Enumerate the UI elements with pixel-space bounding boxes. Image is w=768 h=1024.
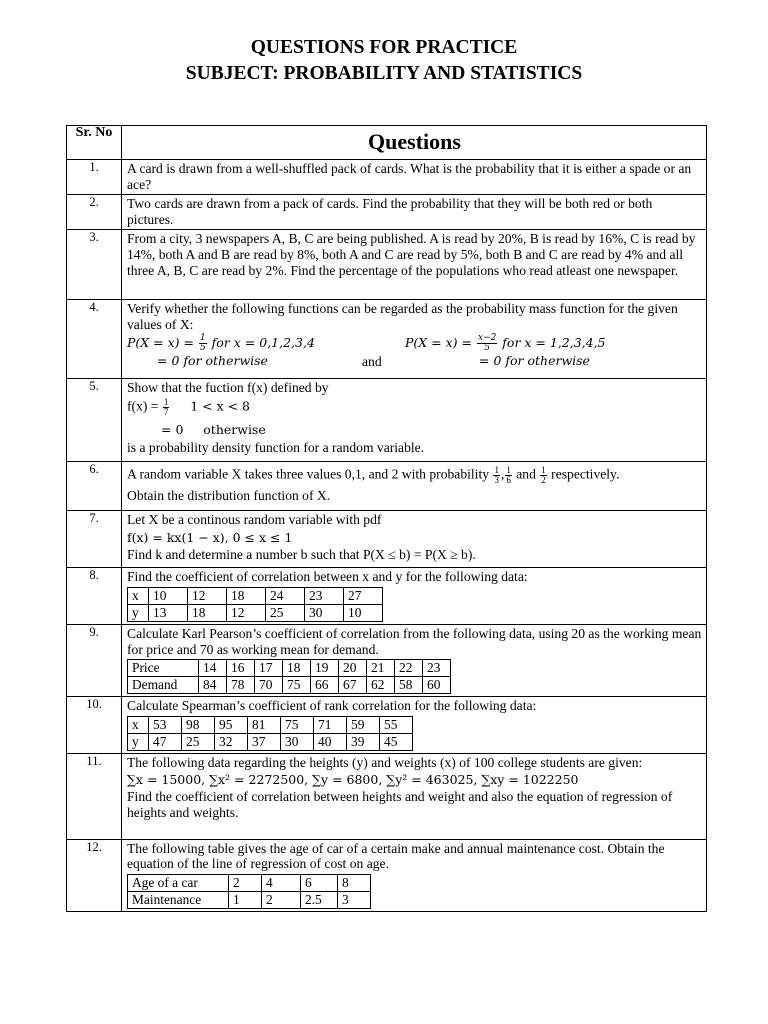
question-text: Calculate Karl Pearson’s coefficient of correlation from the following data, using 20 as the working mean for price and 70 as working mean for demand. bbox=[127, 625, 702, 657]
data-cell: 58 bbox=[395, 677, 423, 694]
pdf-lhs: f(x) = bbox=[127, 398, 162, 414]
data-cell: 14 bbox=[199, 660, 227, 677]
data-cell: 75 bbox=[281, 716, 314, 733]
sr-no-header-text: Sr. No bbox=[75, 125, 113, 140]
data-cell: y bbox=[128, 733, 149, 750]
question-number: 12. bbox=[67, 839, 122, 911]
data-cell: 78 bbox=[227, 677, 255, 694]
denominator: 5 bbox=[484, 342, 490, 353]
data-cell: 17 bbox=[255, 660, 283, 677]
data-cell: 25 bbox=[266, 604, 305, 621]
data-cell: 23 bbox=[305, 587, 344, 604]
question-number: 2. bbox=[67, 195, 122, 230]
data-cell: 45 bbox=[380, 733, 413, 750]
text-part: A random variable X takes three values 0,1, and 2 with probability bbox=[127, 467, 493, 482]
pmf-formula-1 bbox=[127, 334, 315, 353]
question-number: 8. bbox=[67, 568, 122, 625]
numerator: 1 bbox=[541, 465, 546, 476]
data-cell: y bbox=[128, 604, 149, 621]
data-cell: 12 bbox=[188, 587, 227, 604]
data-cell: 71 bbox=[314, 716, 347, 733]
fraction bbox=[477, 334, 497, 353]
data-cell: 18 bbox=[188, 604, 227, 621]
questions-header: Questions bbox=[122, 126, 707, 160]
denominator: 3 bbox=[494, 475, 499, 486]
data-row bbox=[128, 716, 413, 733]
data-table bbox=[127, 874, 371, 909]
data-cell: 39 bbox=[347, 733, 380, 750]
question-number: 9. bbox=[67, 624, 122, 696]
data-cell: 32 bbox=[215, 733, 248, 750]
data-cell: 47 bbox=[149, 733, 182, 750]
data-cell: 10 bbox=[149, 587, 188, 604]
question-cell bbox=[122, 753, 707, 839]
question-number: 3. bbox=[67, 230, 122, 300]
question-text: is a probability density function for a random variable. bbox=[127, 439, 425, 455]
data-cell: 16 bbox=[227, 660, 255, 677]
question-number: 1. bbox=[67, 160, 122, 195]
data-cell: 75 bbox=[283, 677, 311, 694]
data-cell: 40 bbox=[314, 733, 347, 750]
data-cell: 2.5 bbox=[301, 891, 338, 908]
pdf-otherwise: = 0 otherwise bbox=[161, 421, 266, 437]
question-text: From a city, 3 newspapers A, B, C are being published. A is read by 20%, B is read by 16%, C is read by 14%, both A and B are read by 8%, both A and C are read by 5%, both B and C are read by 4% and all three A, B, C are read by 2%. Find the percentage of the populations who read atleast one newspaper. bbox=[122, 230, 707, 300]
data-cell: 25 bbox=[182, 733, 215, 750]
pdf-condition: 1 < x < 8 bbox=[170, 398, 251, 414]
data-table bbox=[127, 716, 413, 751]
pmf2-rhs: for x = 1,2,3,4,5 bbox=[498, 334, 606, 350]
question-number: 11. bbox=[67, 753, 122, 839]
question-text: Obtain the distribution function of X. bbox=[127, 488, 331, 504]
data-cell: Price bbox=[128, 660, 199, 677]
data-cell: 12 bbox=[227, 604, 266, 621]
data-cell: 2 bbox=[262, 891, 301, 908]
fraction bbox=[493, 466, 500, 485]
question-row bbox=[67, 624, 707, 696]
data-cell: 27 bbox=[344, 587, 383, 604]
pmf2-otherwise: = 0 for otherwise bbox=[479, 352, 590, 368]
question-cell bbox=[122, 462, 707, 511]
pmf2-lhs: P(X = x) = bbox=[405, 334, 476, 350]
question-cell bbox=[122, 568, 707, 625]
header-row bbox=[67, 126, 707, 160]
data-cell: Demand bbox=[128, 677, 199, 694]
numerator: 1 bbox=[163, 396, 169, 407]
data-row bbox=[128, 874, 371, 891]
question-row bbox=[67, 753, 707, 839]
data-row bbox=[128, 660, 451, 677]
question-row bbox=[67, 160, 707, 195]
question-cell bbox=[122, 511, 707, 568]
pmf-formula-2 bbox=[405, 334, 606, 353]
pmf1-rhs: for x = 0,1,2,3,4 bbox=[207, 334, 315, 350]
fraction bbox=[199, 334, 207, 353]
question-row bbox=[67, 839, 707, 911]
data-row bbox=[128, 604, 383, 621]
data-table bbox=[127, 659, 451, 694]
data-cell: 19 bbox=[311, 660, 339, 677]
numerator: 1 bbox=[494, 465, 499, 476]
question-number: 10. bbox=[67, 697, 122, 754]
data-cell: 67 bbox=[339, 677, 367, 694]
page-title: QUESTIONS FOR PRACTICE bbox=[250, 37, 518, 58]
data-cell: 55 bbox=[380, 716, 413, 733]
data-cell: 24 bbox=[266, 587, 305, 604]
question-text: Find k and determine a number b such that P(X ≤ b) = P(X ≥ b). bbox=[127, 546, 476, 562]
question-row bbox=[67, 697, 707, 754]
fraction bbox=[163, 398, 170, 417]
question-cell bbox=[122, 300, 707, 379]
data-cell: 22 bbox=[395, 660, 423, 677]
question-text: The following data regarding the heights (y) and weights (x) of 100 college students are given: bbox=[127, 754, 643, 770]
fraction bbox=[540, 466, 547, 485]
data-cell: 95 bbox=[215, 716, 248, 733]
data-row bbox=[128, 733, 413, 750]
question-row bbox=[67, 462, 707, 511]
data-cell: 4 bbox=[262, 874, 301, 891]
denominator: 6 bbox=[506, 475, 511, 486]
question-number: 7. bbox=[67, 511, 122, 568]
data-cell: 60 bbox=[423, 677, 451, 694]
data-row bbox=[128, 677, 451, 694]
numerator: 1 bbox=[199, 332, 206, 343]
pdf-formula bbox=[127, 396, 702, 440]
data-table bbox=[127, 587, 383, 622]
question-text: Calculate Spearman’s coefficient of rank correlation for the following data: bbox=[127, 698, 537, 714]
data-cell: 70 bbox=[255, 677, 283, 694]
numerator: 1 bbox=[506, 465, 511, 476]
data-cell: 30 bbox=[281, 733, 314, 750]
question-number: 6. bbox=[67, 462, 122, 511]
data-cell: x bbox=[128, 587, 149, 604]
question-text bbox=[127, 466, 702, 485]
denominator: 7 bbox=[163, 406, 169, 417]
pdf-formula: f(x) = kx(1 − x), 0 ≤ x ≤ 1 bbox=[127, 529, 293, 545]
data-cell: 8 bbox=[338, 874, 371, 891]
question-text: Verify whether the following functions can be regarded as the probability mass function for the given values of X: bbox=[127, 301, 678, 332]
question-row bbox=[67, 379, 707, 462]
data-cell: 1 bbox=[229, 891, 262, 908]
data-cell: 66 bbox=[311, 677, 339, 694]
numerator: x−2 bbox=[477, 332, 497, 343]
question-text: The following table gives the age of car of a certain make and annual maintenance cost. Obtain the equation of the line of regression of cost on age. bbox=[127, 840, 665, 872]
data-cell: 18 bbox=[283, 660, 311, 677]
page-subtitle: SUBJECT: PROBABILITY AND STATISTICS bbox=[185, 63, 583, 84]
data-cell: Age of a car bbox=[128, 874, 229, 891]
data-cell: 81 bbox=[248, 716, 281, 733]
data-cell: x bbox=[128, 716, 149, 733]
separator: , bbox=[500, 467, 505, 482]
data-row bbox=[128, 891, 371, 908]
question-row bbox=[67, 230, 707, 300]
question-cell bbox=[122, 839, 707, 911]
question-cell bbox=[122, 379, 707, 462]
sr-no-header bbox=[67, 126, 122, 160]
question-row bbox=[67, 568, 707, 625]
question-row bbox=[67, 195, 707, 230]
data-cell: 23 bbox=[423, 660, 451, 677]
fraction bbox=[505, 466, 512, 485]
question-text: Find the coefficient of correlation between x and y for the following data: bbox=[127, 569, 528, 585]
separator: and bbox=[512, 467, 540, 482]
data-cell: 53 bbox=[149, 716, 182, 733]
data-cell: 6 bbox=[301, 874, 338, 891]
and-connector: and bbox=[362, 353, 382, 369]
data-cell: 59 bbox=[347, 716, 380, 733]
data-cell: 98 bbox=[182, 716, 215, 733]
sums-formula: ∑x = 15000, ∑x² = 2272500, ∑y = 6800, ∑y² = 463025, ∑xy = 1022250 bbox=[127, 772, 579, 788]
data-cell: 30 bbox=[305, 604, 344, 621]
question-text: Two cards are drawn from a pack of cards. Find the probability that they will be both red or both pictures. bbox=[122, 195, 707, 230]
question-cell bbox=[122, 697, 707, 754]
data-cell: 2 bbox=[229, 874, 262, 891]
question-row bbox=[67, 511, 707, 568]
question-text: Find the coefficient of correlation between heights and weight and also the equation of regression of heights and weights. bbox=[127, 788, 673, 820]
data-cell: 3 bbox=[338, 891, 371, 908]
question-number: 4. bbox=[67, 300, 122, 379]
data-cell: 10 bbox=[344, 604, 383, 621]
data-cell: 20 bbox=[339, 660, 367, 677]
pdf-line-1 bbox=[127, 398, 250, 417]
denominator: 2 bbox=[541, 475, 546, 486]
pmf1-otherwise: = 0 for otherwise bbox=[157, 352, 268, 368]
question-text: A card is drawn from a well-shuffled pack of cards. What is the probability that it is either a spade or an ace? bbox=[122, 160, 707, 195]
data-cell: 37 bbox=[248, 733, 281, 750]
question-row bbox=[67, 300, 707, 379]
denominator: 5 bbox=[199, 342, 206, 353]
data-cell: 18 bbox=[227, 587, 266, 604]
data-row bbox=[128, 587, 383, 604]
question-text: Let X be a continous random variable with pdf bbox=[127, 512, 382, 528]
question-text: Show that the fuction f(x) defined by bbox=[127, 380, 329, 396]
data-cell: 21 bbox=[367, 660, 395, 677]
questions-table bbox=[66, 125, 707, 912]
data-cell: Maintenance bbox=[128, 891, 229, 908]
data-cell: 13 bbox=[149, 604, 188, 621]
text-part: respectively. bbox=[547, 467, 620, 482]
question-number: 5. bbox=[67, 379, 122, 462]
question-cell bbox=[122, 624, 707, 696]
data-cell: 84 bbox=[199, 677, 227, 694]
data-cell: 62 bbox=[367, 677, 395, 694]
pmf-formulas bbox=[127, 333, 702, 371]
pmf1-lhs: P(X = x) = bbox=[127, 334, 198, 350]
